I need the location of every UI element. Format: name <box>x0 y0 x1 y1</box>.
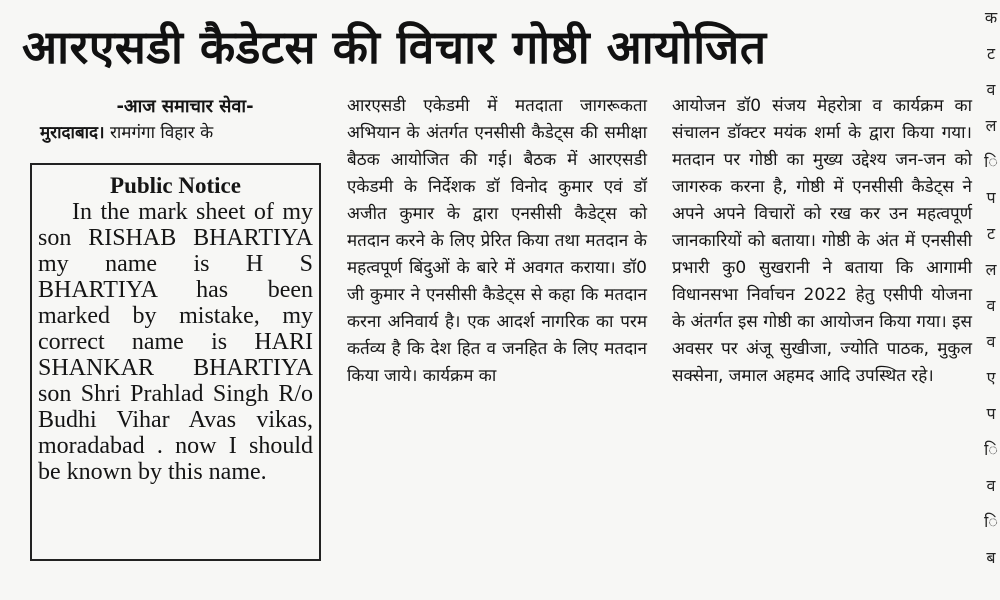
edge-fragment: क <box>984 8 998 27</box>
public-notice-body: In the mark sheet of my son RISHAB BHARTIYA my name is H S BHARTIYA has been marked by mistake, my correct name is HARI SHANKAR BHARTIYA son Shri Prahlad Singh R/o Budhi Vihar Avas vikas, moradabad . now I should be known by this name. <box>38 199 313 485</box>
dateline <box>40 120 330 147</box>
news-column-1 <box>40 93 330 147</box>
edge-fragment: ट <box>986 224 996 243</box>
edge-fragment: ए <box>986 368 996 387</box>
news-column-2 <box>347 93 647 390</box>
edge-fragment: ि <box>984 152 998 171</box>
article-text-column-2: आरएसडी एकेडमी में मतदाता जागरूकता अभियान के अंतर्गत एनसीसी कैडेट्स की समीक्षा बैठक आयोजित की गई। बैठक में आरएसडी एकेडमी के निर्देशक डॉ विनोद कुमार एवं डॉ अजीत कुमार के द्वारा एनसीसी कैडेट्स को मतदान करने के लिए प्रेरित किया तथा मतदान के महत्वपूर्ण बिंदुओं के बारे में अवगत कराया। डॉ0 जी कुमार ने एनसीसी कैडेट्स से कहा कि मतदान करना अनिवार्य है। एक आदर्श नागरिक का परम कर्तव्य है कि देश हित व जनहित के लिए मतदान किया जाये। कार्यक्रम का <box>347 96 647 386</box>
public-notice-title: Public Notice <box>110 173 241 198</box>
adjacent-column-fragment <box>982 0 1000 600</box>
edge-fragment: ल <box>985 116 997 135</box>
edge-fragment: ब <box>986 548 996 567</box>
article-text-column-3: आयोजन डॉ0 संजय मेहरोत्रा व कार्यक्रम का संचालन डॉक्टर मयंक शर्मा के द्वारा किया गया। मतदान पर गोष्ठी का मुख्य उद्देश्य जन-जन को जागरुक करना है, गोष्ठी में एनसीसी कैडेट्स ने अपने अपने विचारों को रख कर उन महत्वपूर्ण जानकारियों को बताया। गोष्ठी के अंत में एनसीसी प्रभारी कु0 सुखरानी ने बताया कि आगामी विधानसभा निर्वाचन 2022 हेतु एसीपी योजना के अंतर्गत इस गोष्ठी का आयोजन किया गया। इस अवसर पर अंजू सुखीजा, ज्योति पाठक, मुकुल सक्सेना, जमाल अहमद आदि उपस्थित रहे। <box>672 96 972 386</box>
edge-fragment: ि <box>984 512 998 531</box>
edge-fragment: व <box>986 332 996 351</box>
dateline-place: मुरादाबाद। <box>40 123 105 143</box>
edge-fragment: ि <box>984 440 998 459</box>
edge-fragment: व <box>986 476 996 495</box>
edge-fragment: ट <box>986 44 996 63</box>
headline: आरएसडी कैडेटस की विचार गोष्ठी आयोजित <box>22 20 767 74</box>
dateline-text: रामगंगा विहार के <box>104 123 214 143</box>
byline: -आज समाचार सेवा- <box>116 96 254 117</box>
news-column-3 <box>672 93 972 390</box>
edge-fragment: प <box>986 188 996 207</box>
public-notice-box <box>30 163 321 561</box>
edge-fragment: व <box>986 80 996 99</box>
edge-fragment: व <box>986 296 996 315</box>
edge-fragment: ल <box>985 260 997 279</box>
edge-fragment: प <box>986 404 996 423</box>
